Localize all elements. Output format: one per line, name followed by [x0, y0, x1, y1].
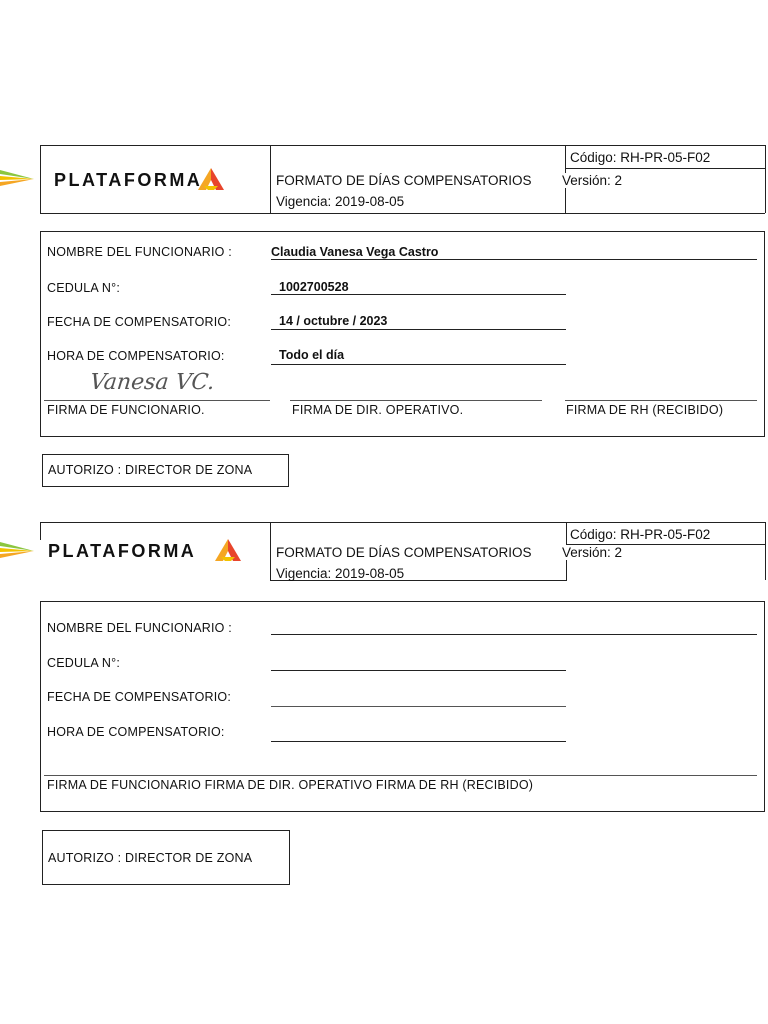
nombre-line: [271, 259, 757, 260]
cedula-value: 1002700528: [279, 280, 349, 294]
header-bottom-border: [40, 213, 765, 214]
firma-dir-line: [290, 400, 542, 401]
hora-label: HORA DE COMPENSATORIO:: [47, 349, 225, 363]
logo-text: PLATAFORMA: [48, 541, 197, 561]
cedula-label: CEDULA N°:: [47, 656, 120, 670]
firma-funcionario-label: FIRMA DE FUNCIONARIO.: [47, 403, 205, 417]
hora-line[interactable]: [271, 741, 566, 742]
arrow-stripes-icon: [0, 536, 36, 566]
nombre-label: NOMBRE DEL FUNCIONARIO :: [47, 621, 232, 635]
hora-line: [271, 364, 566, 365]
hora-label: HORA DE COMPENSATORIO:: [47, 725, 225, 739]
header-vigencia: Vigencia: 2019-08-05: [276, 566, 405, 581]
header-codigo: Código: RH-PR-05-F02: [570, 150, 711, 165]
codigo-underline: [566, 544, 765, 545]
header-title: FORMATO DE DÍAS COMPENSATORIOS: [276, 545, 532, 560]
logo-text: PLATAFORMA: [54, 170, 203, 190]
codigo-underline: [565, 168, 765, 169]
header-left-border: [40, 145, 41, 213]
hora-value: Todo el día: [279, 348, 345, 362]
header-vigencia: Vigencia: 2019-08-05: [276, 194, 405, 209]
nombre-line[interactable]: [271, 634, 757, 635]
handwritten-signature: Vanesa VC.: [88, 370, 216, 395]
firma-funcionario-line: [44, 400, 270, 401]
autorizo-label: AUTORIZO : DIRECTOR DE ZONA: [48, 851, 253, 865]
fecha-value: 14 / octubre / 2023: [279, 314, 388, 328]
logo-mark-icon: [213, 537, 243, 563]
header-right-border: [765, 145, 766, 213]
header-version: Versión: 2: [562, 173, 623, 188]
firma-labels: FIRMA DE FUNCIONARIO FIRMA DE DIR. OPERATIVO FIRMA DE RH (RECIBIDO): [47, 778, 534, 792]
cedula-line[interactable]: [271, 670, 566, 671]
header-left-border: [40, 522, 41, 540]
fecha-label: FECHA DE COMPENSATORIO:: [47, 690, 232, 704]
header-version: Versión: 2: [562, 545, 623, 560]
nombre-label: NOMBRE DEL FUNCIONARIO :: [47, 245, 232, 259]
firma-line: [44, 775, 757, 776]
firma-rh-label: FIRMA DE RH (RECIBIDO): [566, 403, 724, 417]
arrow-stripes-icon: [0, 164, 36, 194]
fecha-line: [271, 329, 566, 330]
header-divider-1: [270, 145, 271, 213]
firma-dir-label: FIRMA DE DIR. OPERATIVO.: [292, 403, 464, 417]
fecha-line[interactable]: [271, 706, 566, 707]
header-codigo: Código: RH-PR-05-F02: [570, 527, 711, 542]
cedula-label: CEDULA N°:: [47, 281, 120, 295]
fecha-label: FECHA DE COMPENSATORIO:: [47, 315, 232, 329]
logo-mark-icon: [196, 166, 226, 192]
firma-rh-line: [565, 400, 757, 401]
autorizo-label: AUTORIZO : DIRECTOR DE ZONA: [48, 463, 253, 477]
nombre-value: Claudia Vanesa Vega Castro: [271, 245, 439, 259]
cedula-line: [271, 294, 566, 295]
header-title: FORMATO DE DÍAS COMPENSATORIOS: [276, 173, 532, 188]
header-top-border: [40, 145, 765, 146]
header-divider-1: [270, 522, 271, 580]
header-right-border: [765, 522, 766, 580]
header-top-border: [40, 522, 765, 523]
